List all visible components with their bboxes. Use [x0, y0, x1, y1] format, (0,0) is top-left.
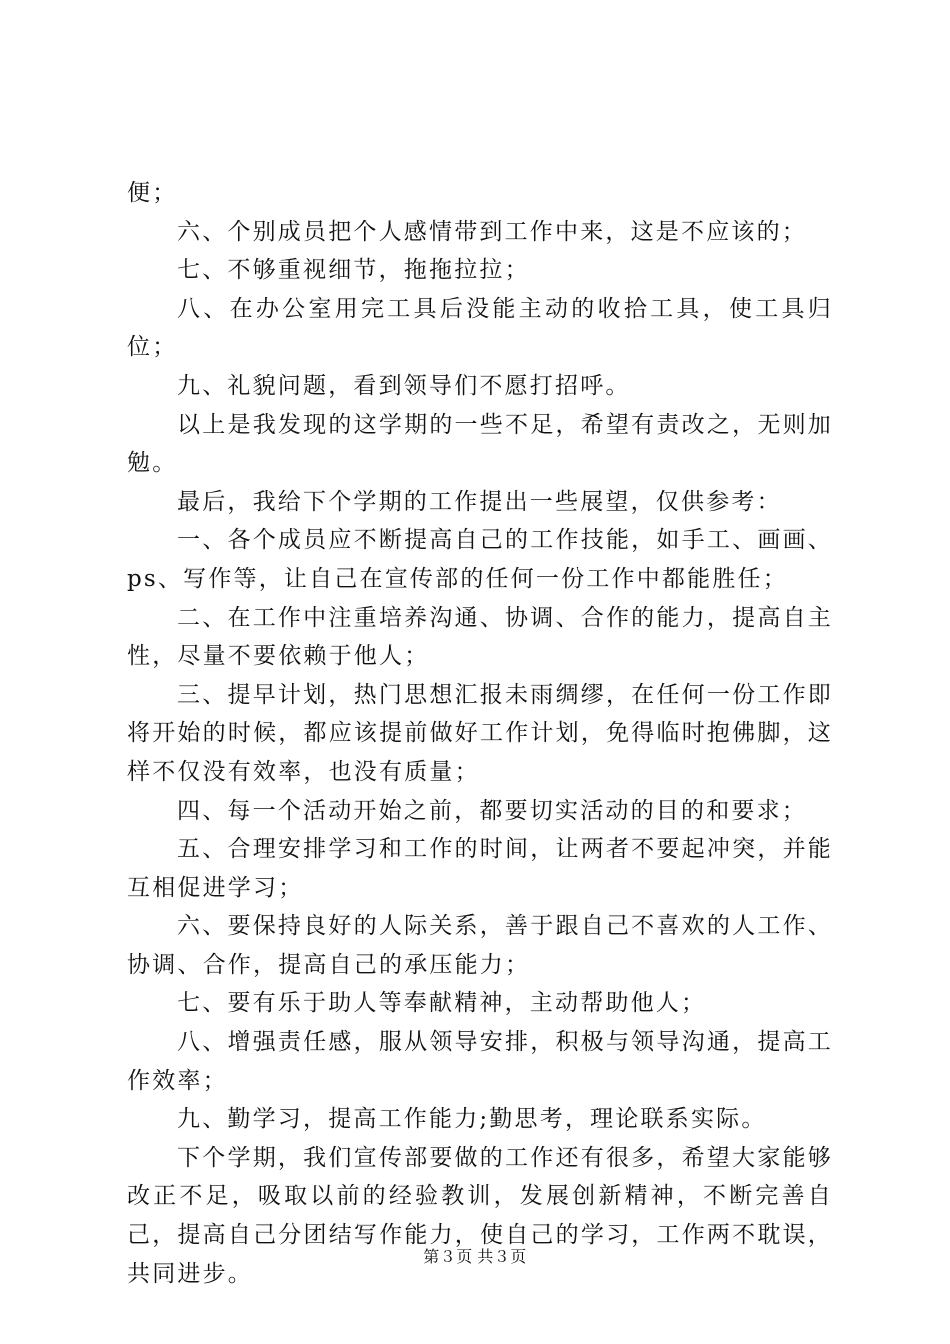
paragraph-0: 便；: [127, 180, 178, 206]
paragraph-6: 最后，我给下个学期的工作提出一些展望，仅供参考：: [177, 488, 782, 515]
document-body: [127, 174, 833, 1293]
page-footer: 第３页 共３页: [423, 1249, 527, 1266]
paragraph-16: 下个学期，我们宣传部要做的工作还有很多，希望大家能够改正不足，吸取以前的经验教训，发展创新精神，不断完善自己，提高自己分团结写作能力，使自己的学习，工作两不耽误，共同进步。: [127, 1144, 833, 1287]
paragraph-4: 九、礼貌问题，看到领导们不愿打招呼。: [177, 372, 631, 399]
paragraph-12: 六、要保持良好的人际关系，善于跟自己不喜欢的人工作、协调、合作，提高自己的承压能力；: [127, 913, 833, 978]
paragraph-11: 五、合理安排学习和工作的时间，让两者不要起冲突，并能互相促进学习；: [127, 836, 833, 901]
paragraph-8: 二、在工作中注重培养沟通、协调、合作的能力，提高自主性，尽量不要依赖于他人；: [127, 604, 833, 670]
paragraph-10: 四、每一个活动开始之前，都要切实活动的目的和要求；: [177, 797, 807, 824]
paragraph-15: 九、勤学习，提高工作能力;勤思考，理论联系实际。: [177, 1106, 767, 1133]
paragraph-14: 八、增强责任感，服从领导安排，积极与领导沟通，提高工作效率；: [127, 1029, 833, 1094]
paragraph-1: 六、个别成员把个人感情带到工作中来，这是不应该的；: [177, 218, 807, 245]
paragraph-9: 三、提早计划，热门思想汇报未雨绸缪，在任何一份工作即将开始的时候，都应该提前做好工作计划，免得临时抱佛脚，这样不仅没有效率，也没有质量；: [127, 681, 833, 785]
paragraph-13: 七、要有乐于助人等奉献精神，主动帮助他人；: [177, 990, 707, 1017]
paragraph-5: 以上是我发现的这学期的一些不足，希望有责改之，无则加勉。: [127, 411, 833, 477]
paragraph-3: 八、在办公室用完工具后没能主动的收拾工具，使工具归位；: [127, 295, 833, 361]
paragraph-7: 一、各个成员应不断提高自己的工作技能，如手工、画画、ps、写作等，让自己在宣传部的任何一份工作中都能胜任；: [127, 527, 833, 592]
paragraph-2: 七、不够重视细节，拖拖拉拉；: [177, 257, 530, 284]
